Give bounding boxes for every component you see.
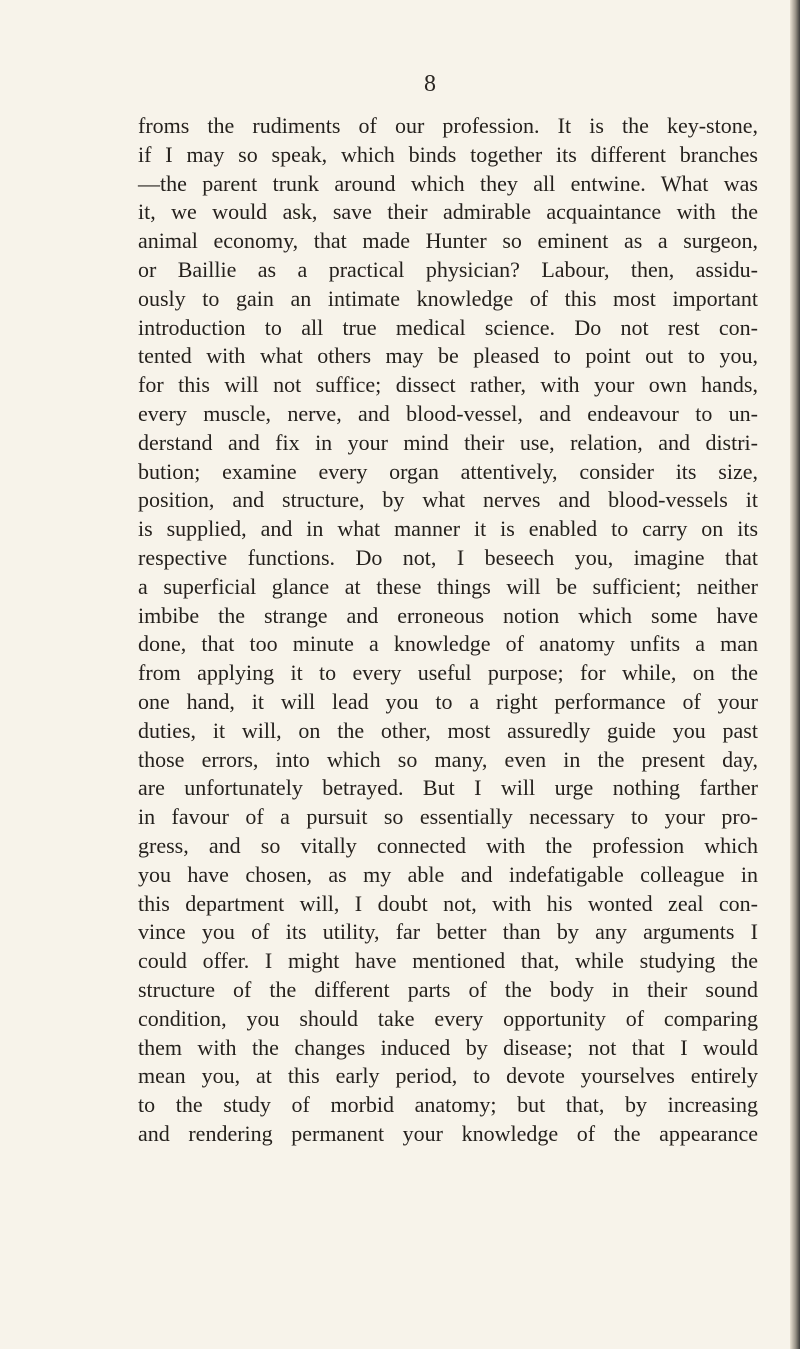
page-number: 8 [424,71,436,97]
text-line-34: mean you, at this early period, to devote yourselves entirely [138,1063,758,1089]
text-line-23: those errors, into which so many, even in the present day, [138,746,758,772]
text-line-31: structure of the different parts of the body in their sound [138,976,758,1002]
text-line-30: could offer. I might have mentioned that, while studying the [138,948,758,974]
text-line-4: it, we would ask, save their admirable acquaintance with the [138,199,758,225]
text-line-10: for this will not suffice; dissect rather, with your own hands, [138,372,758,398]
text-line-26: gress, and so vitally connected with the profession which [138,832,758,858]
text-line-36: and rendering permanent your knowledge of the appearance [138,1120,758,1146]
text-line-11: every muscle, nerve, and blood-vessel, and endeavour to un- [138,400,758,426]
text-line-5: animal economy, that made Hunter so eminent as a surgeon, [138,228,758,254]
text-line-7: ously to gain an intimate knowledge of this most important [138,285,758,311]
text-line-22: duties, it will, on the other, most assuredly guide you past [138,717,758,743]
text-line-6: or Baillie as a practical physician? Labour, then, assidu- [138,256,758,282]
text-line-2: if I may so speak, which binds together its different branches [138,141,758,167]
text-line-3: —the parent trunk around which they all entwine. What was [138,170,758,196]
text-line-20: from applying it to every useful purpose; for while, on the [138,660,758,686]
text-line-18: imbibe the strange and erroneous notion which some have [138,602,758,628]
text-line-33: them with the changes induced by disease; not that I would [138,1034,758,1060]
text-line-29: vince you of its utility, far better than by any arguments I [138,919,758,945]
text-line-1: froms the rudiments of our profession. It is the key-stone, [138,113,758,138]
text-line-25: in favour of a pursuit so essentially necessary to your pro- [138,804,758,830]
text-line-9: tented with what others may be pleased to point out to you, [138,343,758,369]
text-line-27: you have chosen, as my able and indefatigable colleague in [138,861,758,887]
text-line-28: this department will, I doubt not, with his wonted zeal con- [138,890,758,916]
text-line-32: condition, you should take every opportunity of comparing [138,1005,758,1031]
text-line-13: bution; examine every organ attentively, consider its size, [138,458,758,484]
body-text [138,112,758,1149]
text-line-8: introduction to all true medical science. Do not rest con- [138,314,758,340]
text-line-19: done, that too minute a knowledge of anatomy unfits a man [138,631,758,657]
text-line-14: position, and structure, by what nerves and blood-vessels it [138,487,758,513]
text-line-15: is supplied, and in what manner it is enabled to carry on its [138,516,758,542]
text-line-35: to the study of morbid anatomy; but that, by increasing [138,1092,758,1118]
page-edge-shadow [790,0,800,1349]
text-line-24: are unfortunately betrayed. But I will urge nothing farther [138,775,758,801]
text-line-16: respective functions. Do not, I beseech you, imagine that [138,544,758,570]
text-line-17: a superficial glance at these things will be sufficient; neither [138,573,758,599]
text-line-21: one hand, it will lead you to a right performance of your [138,688,758,714]
text-line-12: derstand and fix in your mind their use, relation, and distri- [138,429,758,455]
